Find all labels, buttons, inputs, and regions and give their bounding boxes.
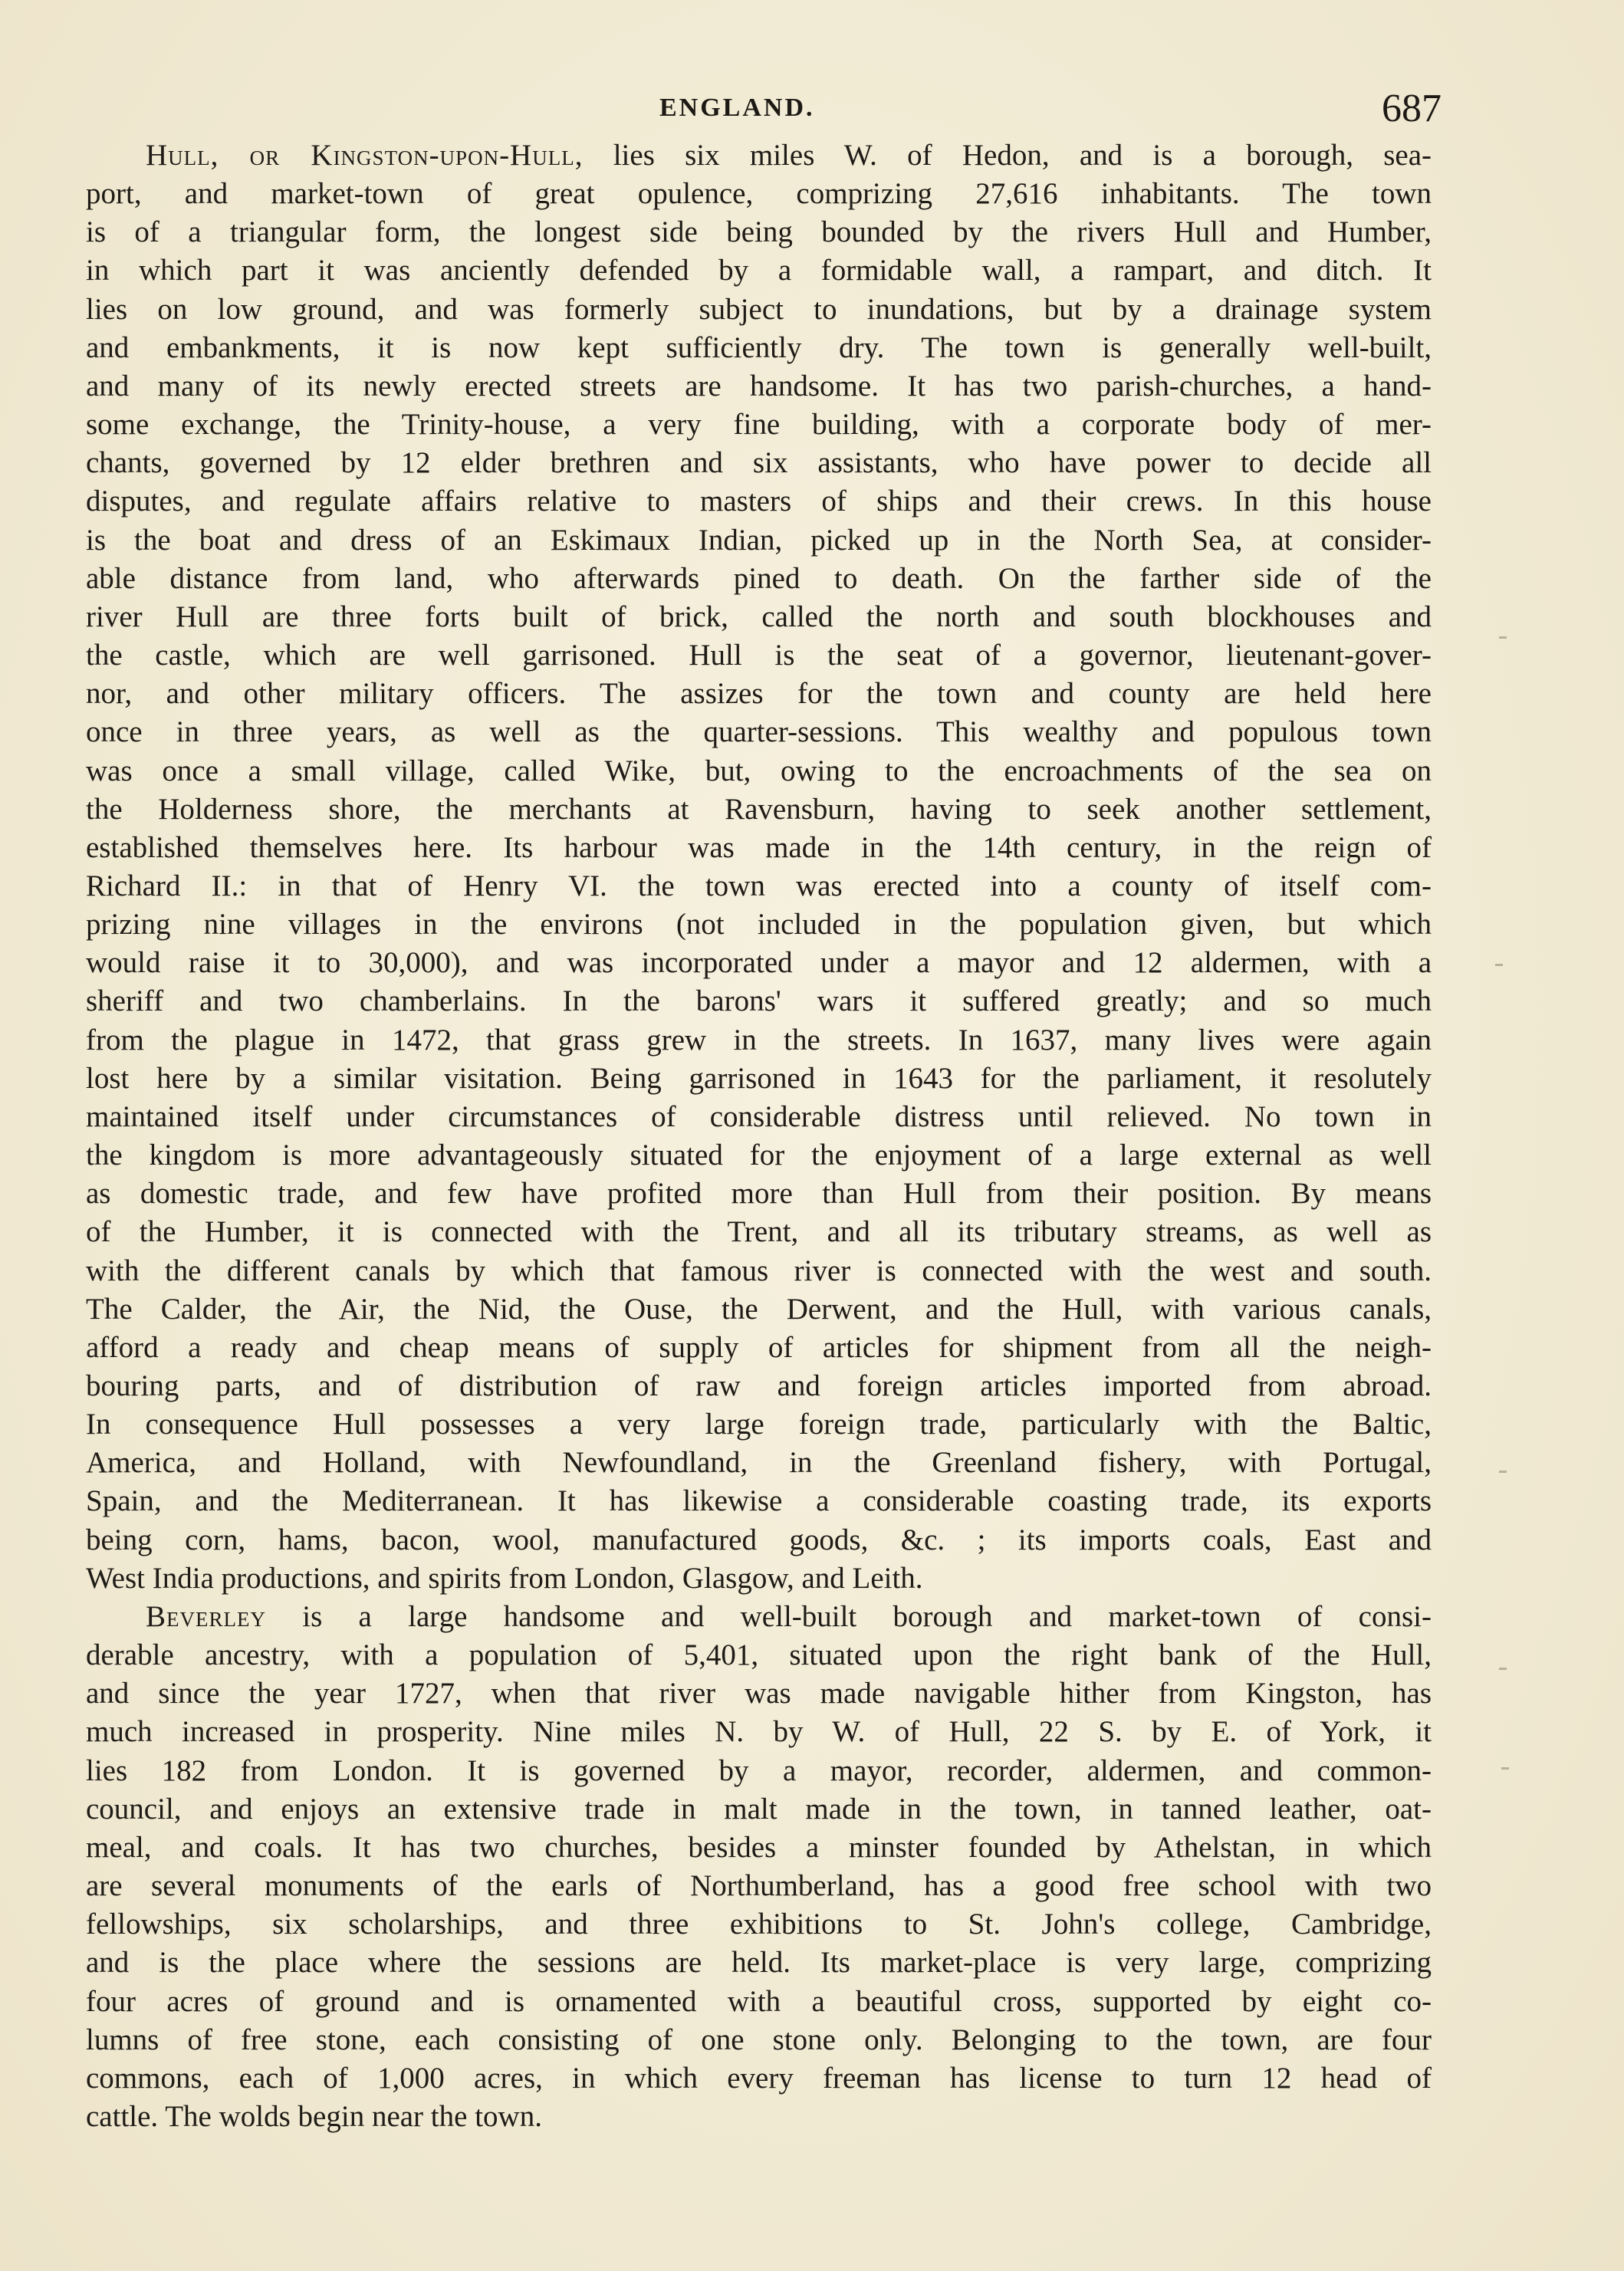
text-line (86, 598, 1432, 636)
text-line (86, 982, 1432, 1020)
line-text: port, and market-town of great opulence, comprizing 27,616 inhabitants. The town (86, 177, 1432, 211)
line-text: once in three years, as well as the quarter-sessions. This wealthy and populous town (86, 715, 1432, 749)
text-line (86, 213, 1432, 251)
line-text: bouring parts, and of distribution of raw and foreign articles imported from abroad. (86, 1369, 1432, 1402)
text-line (86, 752, 1432, 790)
text-line (86, 1674, 1432, 1713)
text-line (86, 905, 1432, 944)
text-line (86, 636, 1432, 675)
text-line (86, 1867, 1432, 1905)
text-line (86, 1829, 1432, 1867)
line-text: being corn, hams, bacon, wool, manufactured goods, &c. ; its imports coals, East and (86, 1523, 1432, 1556)
text-line (86, 675, 1432, 713)
line-text: able distance from land, who afterwards pined to death. On the farther side of the (86, 561, 1432, 595)
text-line (86, 713, 1432, 751)
line-text: much increased in prosperity. Nine miles N. by W. of Hull, 22 S. by E. of York, it (86, 1715, 1432, 1749)
text-line (86, 406, 1432, 444)
line-text: America, and Holland, with Newfoundland, in the Greenland fishery, with Portugal, (86, 1446, 1432, 1480)
line-text: council, and enjoys an extensive trade in malt made in the town, in tanned leather, oat- (86, 1792, 1432, 1826)
margin-mark (1495, 964, 1503, 966)
line-text: Richard II.: in that of Henry VI. the town was erected into a county of itself com- (86, 869, 1432, 902)
line-text: would raise it to 30,000), and was incorporated under a mayor and 12 aldermen, with a (86, 946, 1432, 980)
line-text: are several monuments of the earls of Northumberland, has a good free school with two (86, 1869, 1432, 1903)
line-text: established themselves here. Its harbour was made in the 14th century, in the reign of (86, 830, 1432, 864)
text-line (86, 560, 1432, 598)
text-line (86, 1213, 1432, 1251)
line-text: lies six miles W. of Hedon, and is a borough, sea- (583, 139, 1432, 172)
line-text: was once a small village, called Wike, but, owing to the encroachments of the sea on (86, 754, 1432, 787)
paragraph-lead: Hull, or Kingston-upon-Hull, (146, 139, 584, 172)
line-text: four acres of ground and is ornamented with a beautiful cross, supported by eight co- (86, 1984, 1432, 2018)
line-text: and embankments, it is now kept sufficiently dry. The town is generally well-built, (86, 330, 1432, 364)
text-line (86, 329, 1432, 367)
line-text: afford a ready and cheap means of supply of articles for shipment from all the neigh- (86, 1330, 1432, 1364)
line-text: and is the place where the sessions are held. Its market-place is very large, comprizing (86, 1946, 1432, 1980)
line-text: prizing nine villages in the environs (not included in the population given, but which (86, 908, 1432, 942)
line-text: The Calder, the Air, the Nid, the Ouse, the Derwent, and the Hull, with various canals, (86, 1292, 1432, 1326)
text-line (86, 829, 1432, 867)
line-text: fellowships, six scholarships, and three exhibitions to St. John's college, Cambridge, (86, 1908, 1432, 1941)
text-line (86, 944, 1432, 982)
line-text: In consequence Hull possesses a very large foreign trade, particularly with the Baltic, (86, 1408, 1432, 1441)
line-text: with the different canals by which that famous river is connected with the west and south. (86, 1254, 1432, 1287)
page-number: 687 (1382, 87, 1442, 130)
text-line (86, 136, 1432, 175)
line-text: river Hull are three forts built of brick, called the north and south blockhouses and (86, 600, 1432, 633)
line-text: sheriff and two chamberlains. In the barons' wars it suffered greatly; and so much (86, 984, 1432, 1018)
text-line (86, 1021, 1432, 1060)
text-line (86, 291, 1432, 329)
line-text: cattle. The wolds begin near the town. (86, 2099, 542, 2133)
text-line (86, 1983, 1432, 2021)
line-text: the Holderness shore, the merchants at Ravensburn, having to seek another settlement, (86, 792, 1432, 826)
text-line (86, 1290, 1432, 1329)
margin-mark (1501, 1767, 1509, 1770)
margin-mark (1499, 636, 1507, 639)
line-text: is the boat and dress of an Eskimaux Indian, picked up in the North Sea, at consider- (86, 523, 1432, 557)
line-text: lost here by a similar visitation. Being garrisoned in 1643 for the parliament, it resolutely (86, 1061, 1432, 1095)
text-line (86, 1329, 1432, 1367)
text-line (86, 1944, 1432, 1982)
text-line (86, 1444, 1432, 1482)
line-text: in which part it was anciently defended by a formidable wall, a rampart, and ditch. It (86, 254, 1432, 288)
line-text: Spain, and the Mediterranean. It has likewise a considerable coasting trade, its exports (86, 1484, 1432, 1518)
text-line (86, 1905, 1432, 1944)
text-line (86, 1060, 1432, 1098)
line-text: derable ancestry, with a population of 5,401, situated upon the right bank of the Hull, (86, 1638, 1432, 1672)
margin-mark (1499, 1668, 1507, 1670)
text-line (86, 1098, 1432, 1136)
line-text: is of a triangular form, the longest side being bounded by the rivers Hull and Humber, (86, 215, 1432, 249)
text-line (86, 1636, 1432, 1674)
line-text: chants, governed by 12 elder brethren and six assistants, who have power to decide all (86, 446, 1432, 480)
line-text: lies 182 from London. It is governed by a mayor, recorder, aldermen, and common- (86, 1753, 1432, 1787)
line-text: lumns of free stone, each consisting of one stone only. Belonging to the town, are four (86, 2023, 1432, 2056)
body-text (86, 136, 1432, 2136)
text-line (86, 1175, 1432, 1213)
text-line (86, 1713, 1432, 1751)
text-line (86, 1752, 1432, 1790)
line-text: and many of its newly erected streets are handsome. It has two parish-churches, a hand- (86, 369, 1432, 403)
text-line (86, 1521, 1432, 1559)
running-head: ENGLAND. (659, 94, 815, 122)
page-header (84, 86, 1442, 140)
line-text: from the plague in 1472, that grass grew in the streets. In 1637, many lives were again (86, 1023, 1432, 1057)
line-text: maintained itself under circumstances of considerable distress until relieved. No town in (86, 1099, 1432, 1133)
text-line (86, 2021, 1432, 2059)
line-text: is a large handsome and well-built borough and market-town of consi- (266, 1599, 1432, 1633)
line-text: nor, and other military officers. The assizes for the town and county are held here (86, 677, 1432, 711)
line-text: of the Humber, it is connected with the Trent, and all its tributary streams, as well as (86, 1215, 1432, 1249)
text-line (86, 867, 1432, 905)
text-line (86, 1405, 1432, 1444)
text-line (86, 1482, 1432, 1520)
text-line (86, 2098, 1432, 2136)
line-text: commons, each of 1,000 acres, in which every freeman has license to turn 12 head of (86, 2061, 1432, 2095)
text-line (86, 1790, 1432, 1829)
text-line (86, 175, 1432, 213)
text-line (86, 1252, 1432, 1290)
line-text: lies on low ground, and was formerly subject to inundations, but by a drainage system (86, 292, 1432, 326)
text-line (86, 1136, 1432, 1175)
text-line (86, 251, 1432, 290)
text-line (86, 1559, 1432, 1598)
text-line (86, 2059, 1432, 2098)
text-line (86, 1598, 1432, 1636)
line-text: the castle, which are well garrisoned. Hull is the seat of a governor, lieutenant-gover- (86, 639, 1432, 672)
line-text: as domestic trade, and few have profited more than Hull from their position. By means (86, 1177, 1432, 1211)
text-line (86, 367, 1432, 406)
line-text: and since the year 1727, when that river was made navigable hither from Kingston, has (86, 1677, 1432, 1711)
line-text: the kingdom is more advantageously situated for the enjoyment of a large external as well (86, 1139, 1432, 1172)
margin-mark (1499, 1471, 1507, 1473)
text-line (86, 482, 1432, 521)
paragraph (86, 1598, 1432, 2136)
line-text: West India productions, and spirits from London, Glasgow, and Leith. (86, 1561, 923, 1595)
paragraph (86, 136, 1432, 1598)
text-line (86, 790, 1432, 829)
paragraph-lead: Beverley (146, 1599, 266, 1633)
text-line (86, 521, 1432, 560)
line-text: disputes, and regulate affairs relative to masters of ships and their crews. In this house (86, 485, 1432, 518)
line-text: some exchange, the Trinity-house, a very fine building, with a corporate body of mer- (86, 408, 1432, 442)
text-line (86, 1367, 1432, 1405)
text-line (86, 444, 1432, 482)
line-text: meal, and coals. It has two churches, besides a minster founded by Athelstan, in which (86, 1830, 1432, 1864)
